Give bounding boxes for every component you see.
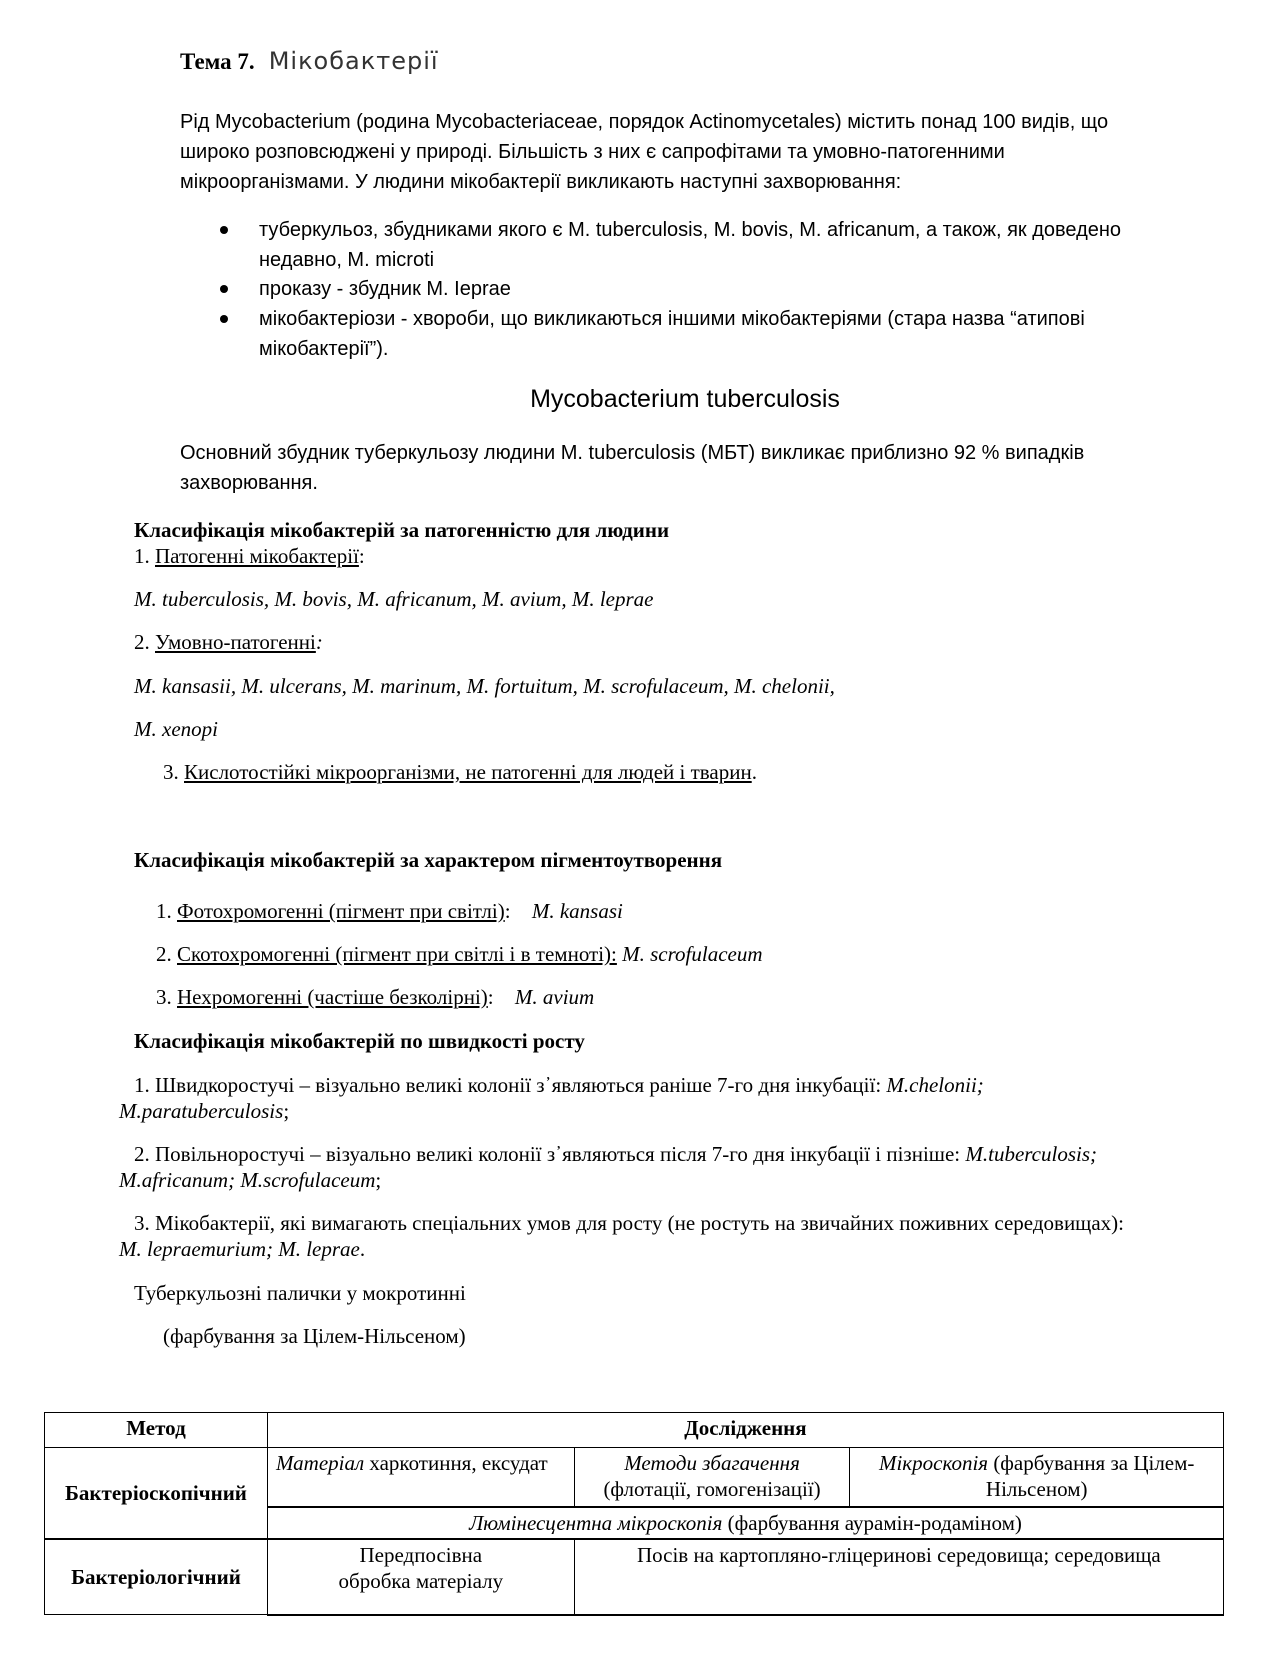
intro-line: Рід Mycobacterium (родина Mycobacteriaceae, порядок Actinomycetales) містить понад 100 видів, що (180, 111, 1109, 133)
method-cell: Бактеріоскопічний (45, 1448, 268, 1540)
table-cell: Передпосівна обробка матеріалу (267, 1539, 574, 1615)
page-title (180, 46, 439, 76)
growth-item-3-cont: M. lepraemurium; M. leprae. (119, 1237, 366, 1261)
growth-item-1: 1. Швидкоростучі – візуально великі колонії з᾿являються раніше 7-го дня інкубації: M.chelonii; (134, 1073, 984, 1097)
table-cell: Люмінесцентна мікроскопія (фарбування аурамін-родаміном) (267, 1507, 1223, 1539)
topic-title: Мікобактерії (268, 47, 439, 75)
pathogenicity-item-3: 3. Кислотостійкі мікроорганізми, не патогенні для людей і тварин. (163, 760, 757, 784)
pigment-heading: Класифікація мікобактерій за характером пігментоутворення (134, 848, 723, 872)
list-item: проказу - збудник M. Ieprae (259, 278, 511, 300)
table-header-research: Дослідження (267, 1413, 1223, 1448)
table-cell: Посів на картопляно-гліцеринові середовища; середовища (574, 1539, 1223, 1615)
bullet-icon (220, 285, 228, 293)
list-item: мікобактеріози - хвороби, що викликаються іншими мікобактеріями (стара назва “атипові мікобактерії”). (259, 308, 1085, 360)
pathogenicity-item-1: 1. Патогенні мікобактерії: (134, 544, 365, 568)
table-row (45, 1413, 1224, 1448)
intro-paragraph (180, 107, 1108, 197)
image-caption-sub: (фарбування за Цілем-Нільсеном) (163, 1324, 466, 1348)
pigment-item: 1. Фотохромогенні (пігмент при світлі): M. kansasi (156, 899, 623, 923)
pathogenicity-item-2: 2. Умовно-патогенні: (134, 630, 323, 654)
opportunistic-species: M. kansasii, M. ulcerans, M. marinum, M. fortuitum, M. scrofulaceum, M. chelonii, (134, 674, 835, 698)
opportunistic-species: M. xenopi (134, 717, 218, 741)
table-cell: Методи збагачення (флотації, гомогенізації) (574, 1448, 850, 1508)
bullet-icon (220, 226, 228, 234)
pigment-item: 2. Скотохромогенні (пігмент при світлі і в темноті): M. scrofulaceum (156, 942, 763, 966)
pathogenic-species: M. tuberculosis, M. bovis, M. africanum, M. avium, M. leprae (134, 587, 654, 611)
table-cell: Мікроскопія (фарбування за Цілем-Нільсеном) (850, 1448, 1224, 1508)
section-heading: Mycobacterium tuberculosis (530, 385, 840, 413)
intro-line: широко розповсюджені у природі. Більшість з них є сапрофітами та умовно-патогенними (180, 141, 1005, 163)
main-cause-paragraph: Основний збудник туберкульозу людини M. tuberculosis (МБТ) викликає приблизно 92 % випадків захворювання. (180, 442, 1085, 494)
growth-item-3: 3. Мікобактерії, які вимагають спеціальних умов для росту (не ростуть на звичайних поживних середовищах): (134, 1211, 1125, 1235)
method-cell: Бактеріологічний (45, 1539, 268, 1615)
growth-heading: Класифікація мікобактерій по швидкості росту (134, 1029, 585, 1053)
pigment-item: 3. Нехромогенні (частіше безколірні): M. avium (156, 985, 595, 1009)
pathogenicity-heading: Класифікація мікобактерій за патогенністю для людини (134, 518, 670, 542)
table-cell: Матеріал харкотиння, ексудат (267, 1448, 574, 1508)
image-caption: Туберкульозні палички у мокротинні (134, 1281, 466, 1305)
growth-item-2: 2. Повільноростучі – візуально великі колонії з᾿являються після 7-го дня інкубації і пізніше: M.tuberculosis; (134, 1142, 1098, 1166)
topic-number: Тема 7. (180, 49, 255, 74)
methods-table (44, 1412, 1224, 1616)
bullet-icon (220, 315, 228, 323)
list-item: туберкульоз, збудниками якого є M. tuberculosis, M. bovis, M. africanum, а також, як доведено недавно, M. microti (259, 219, 1122, 271)
table-row (45, 1448, 1224, 1508)
table-header-method: Метод (45, 1413, 268, 1448)
intro-line: мікроорганізмами. У людини мікобактерії викликають наступні захворювання: (180, 171, 902, 193)
growth-item-2-cont: M.africanum; M.scrofulaceum; (119, 1168, 382, 1192)
growth-item-1-cont: M.paratuberculosis; (119, 1099, 290, 1123)
table-row (45, 1539, 1224, 1615)
